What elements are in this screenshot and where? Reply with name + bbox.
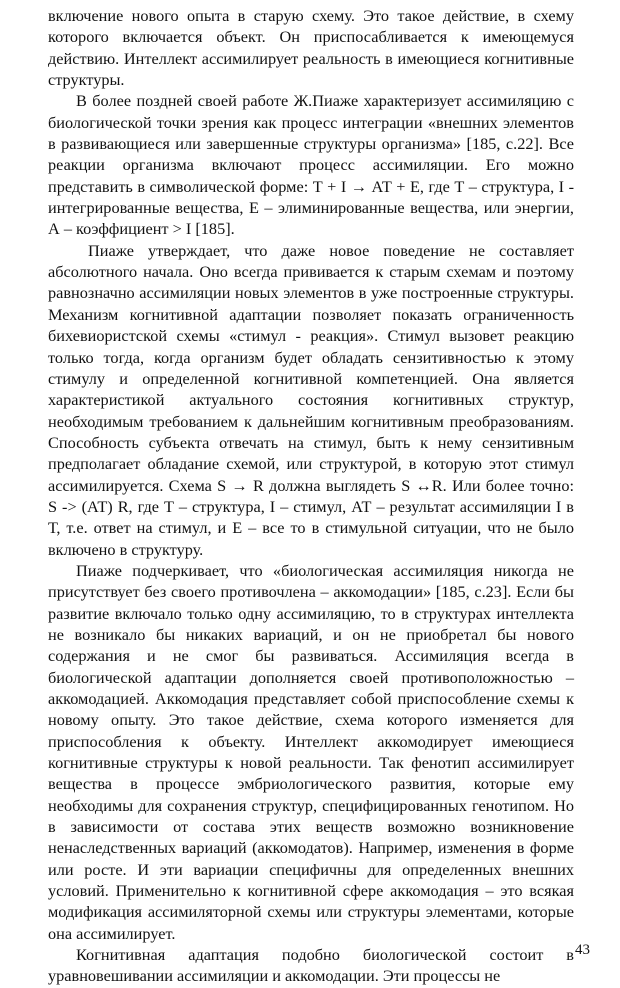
page-number: 43 — [575, 942, 590, 958]
paragraph-2: В более поздней своей работе Ж.Пиаже характеризует ассимиляцию с биологической точки зрения как процесс интеграции «внешних элементов в развивающиеся или завершенные структуры организма» [185, с.22]. Все реакции организма включают процесс ассимиляции. Его можно представить в символической форме: Т + I → АТ + Е, где Т – структура, I - интегрированные вещества, Е – элиминированные вещества, или энергии, А – коэффициент > I [185]. — [48, 91, 574, 239]
paragraph-3: Пиаже утверждает, что даже новое поведение не составляет абсолютного начала. Оно всегда прививается к старым схемам и поэтому равнозначно ассимиляции новых элементов в уже построенные структуры. Механизм когнитивной адаптации позволяет показать ограниченность бихевиористской схемы «стимул - реакция». Стимул вызовет реакцию только тогда, когда организм будет обладать сензитивностью к этому стимулу и определенной когнитивной компетенцией. Она является характеристикой актуального состояния когнитивных структур, необходимым требованием к дальнейшим когнитивным преобразованиям. Способность субъекта отвечать на стимул, быть к нему сензитивным предполагает обладание схемой, или структурой, в которую этот стимул ассимилируется. Схема S → R должна выглядеть S ↔R. Или более точно: S -> (АТ) R, где Т – структура, I – стимул, АТ – результат ассимиляции I в Т, т.е. ответ на стимул, и Е – все то в стимульной ситуации, что не было включено в структуру. — [48, 240, 574, 559]
paragraph-5: Когнитивная адаптация подобно биологической состоит в уравновешивании ассимиляции и аккомодации. Эти процессы не — [48, 945, 574, 986]
paragraph-1: включение нового опыта в старую схему. Это такое действие, в схему которого включается объект. Он приспосабливается к имеющемуся действию. Интеллект ассимилирует реальность в имеющиеся когнитивные структуры. — [48, 6, 574, 90]
paragraph-4: Пиаже подчеркивает, что «биологическая ассимиляция никогда не присутствует без своего противочлена – аккомодации» [185, с.23]. Если бы развитие включало только одну ассимиляцию, то в структурах интеллекта не возникало бы никаких вариаций, и он не приобретал бы нового содержания и не смог бы развиваться. Ассимиляция всегда в биологической адаптации дополняется своей противоположностью – аккомодацией. Аккомодация представляет собой приспособление схемы к новому опыту. Это такое действие, схема которого изменяется для приспособления к объекту. Интеллект аккомодирует имеющиеся когнитивные структуры к новой реальности. Так фенотип ассимилирует вещества в процессе эмбриологического развития, которые ему необходимы для сохранения структур, специфицированных генотипом. Но в зависимости от состава этих веществ возможно возникновение ненаследственных вариаций (аккомодатов). Например, изменения в форме или росте. И эти вариации специфичны для определенных внешних условий. Применительно к когнитивной сфере аккомодация – это всякая модификация ассимиляторной схемы или структуры элементами, которые она ассимилирует. — [48, 560, 574, 943]
body-text — [48, 5, 574, 987]
